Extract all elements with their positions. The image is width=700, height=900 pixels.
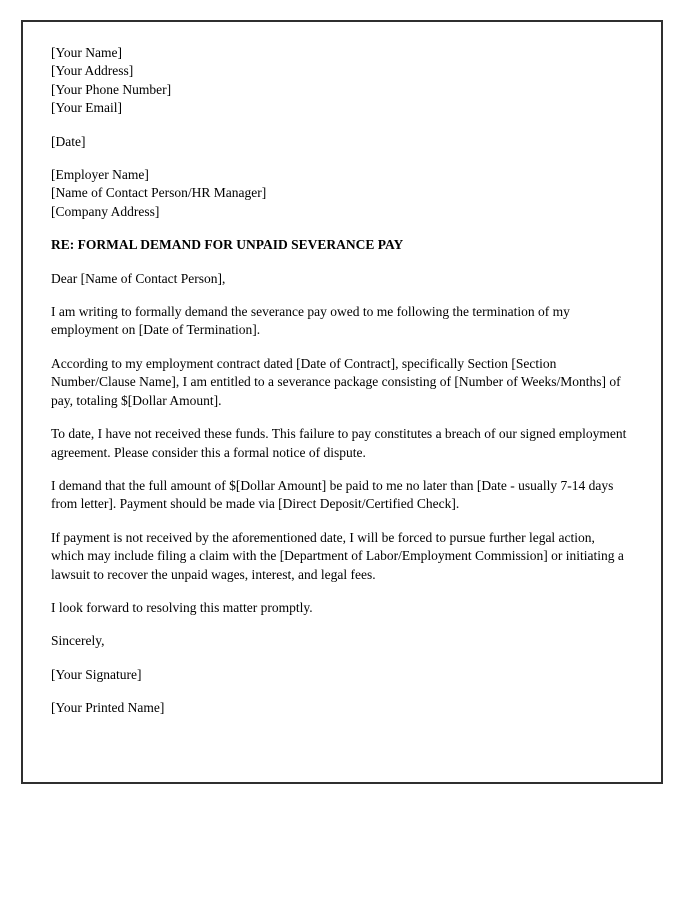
signature-placeholder: [Your Signature]: [51, 666, 142, 682]
recipient-contact-person: [Name of Contact Person/HR Manager]: [51, 185, 267, 201]
body-paragraph-6: I look forward to resolving this matter promptly.: [51, 599, 313, 615]
recipient-block: [51, 166, 631, 221]
sender-block: [51, 44, 631, 118]
printed-name-placeholder: [Your Printed Name]: [51, 700, 165, 716]
sender-email: [Your Email]: [51, 100, 123, 116]
body-paragraph-5: If payment is not received by the aforementioned date, I will be forced to pursue further legal action, which may include filing a claim with the [Department of Labor/Employment Commission] or initiating a lawsuit to recover the unpaid wages, interest, and legal fees.: [51, 529, 624, 582]
recipient-employer-name: [Employer Name]: [51, 167, 149, 183]
salutation: Dear [Name of Contact Person],: [51, 270, 226, 286]
date-line: [Date]: [51, 133, 86, 149]
sender-address: [Your Address]: [51, 63, 134, 79]
subject-line: RE: FORMAL DEMAND FOR UNPAID SEVERANCE PAY: [51, 237, 404, 253]
body-paragraph-1: I am writing to formally demand the severance pay owed to me following the termination of my employment on [Date of Termination].: [51, 304, 570, 338]
body-paragraph-4: I demand that the full amount of $[Dollar Amount] be paid to me no later than [Date - usually 7-14 days from letter]. Payment should be made via [Direct Deposit/Certified Check].: [51, 477, 614, 512]
closing: Sincerely,: [51, 633, 105, 649]
letter-page: [21, 20, 663, 784]
body-paragraph-3: To date, I have not received these funds. This failure to pay constitutes a breach of our signed employment agreement. Please consider this a formal notice of dispute.: [51, 426, 627, 460]
sender-name: [Your Name]: [51, 45, 122, 60]
body-paragraph-2: According to my employment contract dated [Date of Contract], specifically Section [Section Number/Clause Name], I am entitled to a severance package consisting of [Number of Weeks/Months] of pay, totaling $[Dollar Amount].: [51, 355, 621, 408]
recipient-company-address: [Company Address]: [51, 203, 160, 219]
sender-phone: [Your Phone Number]: [51, 81, 172, 97]
